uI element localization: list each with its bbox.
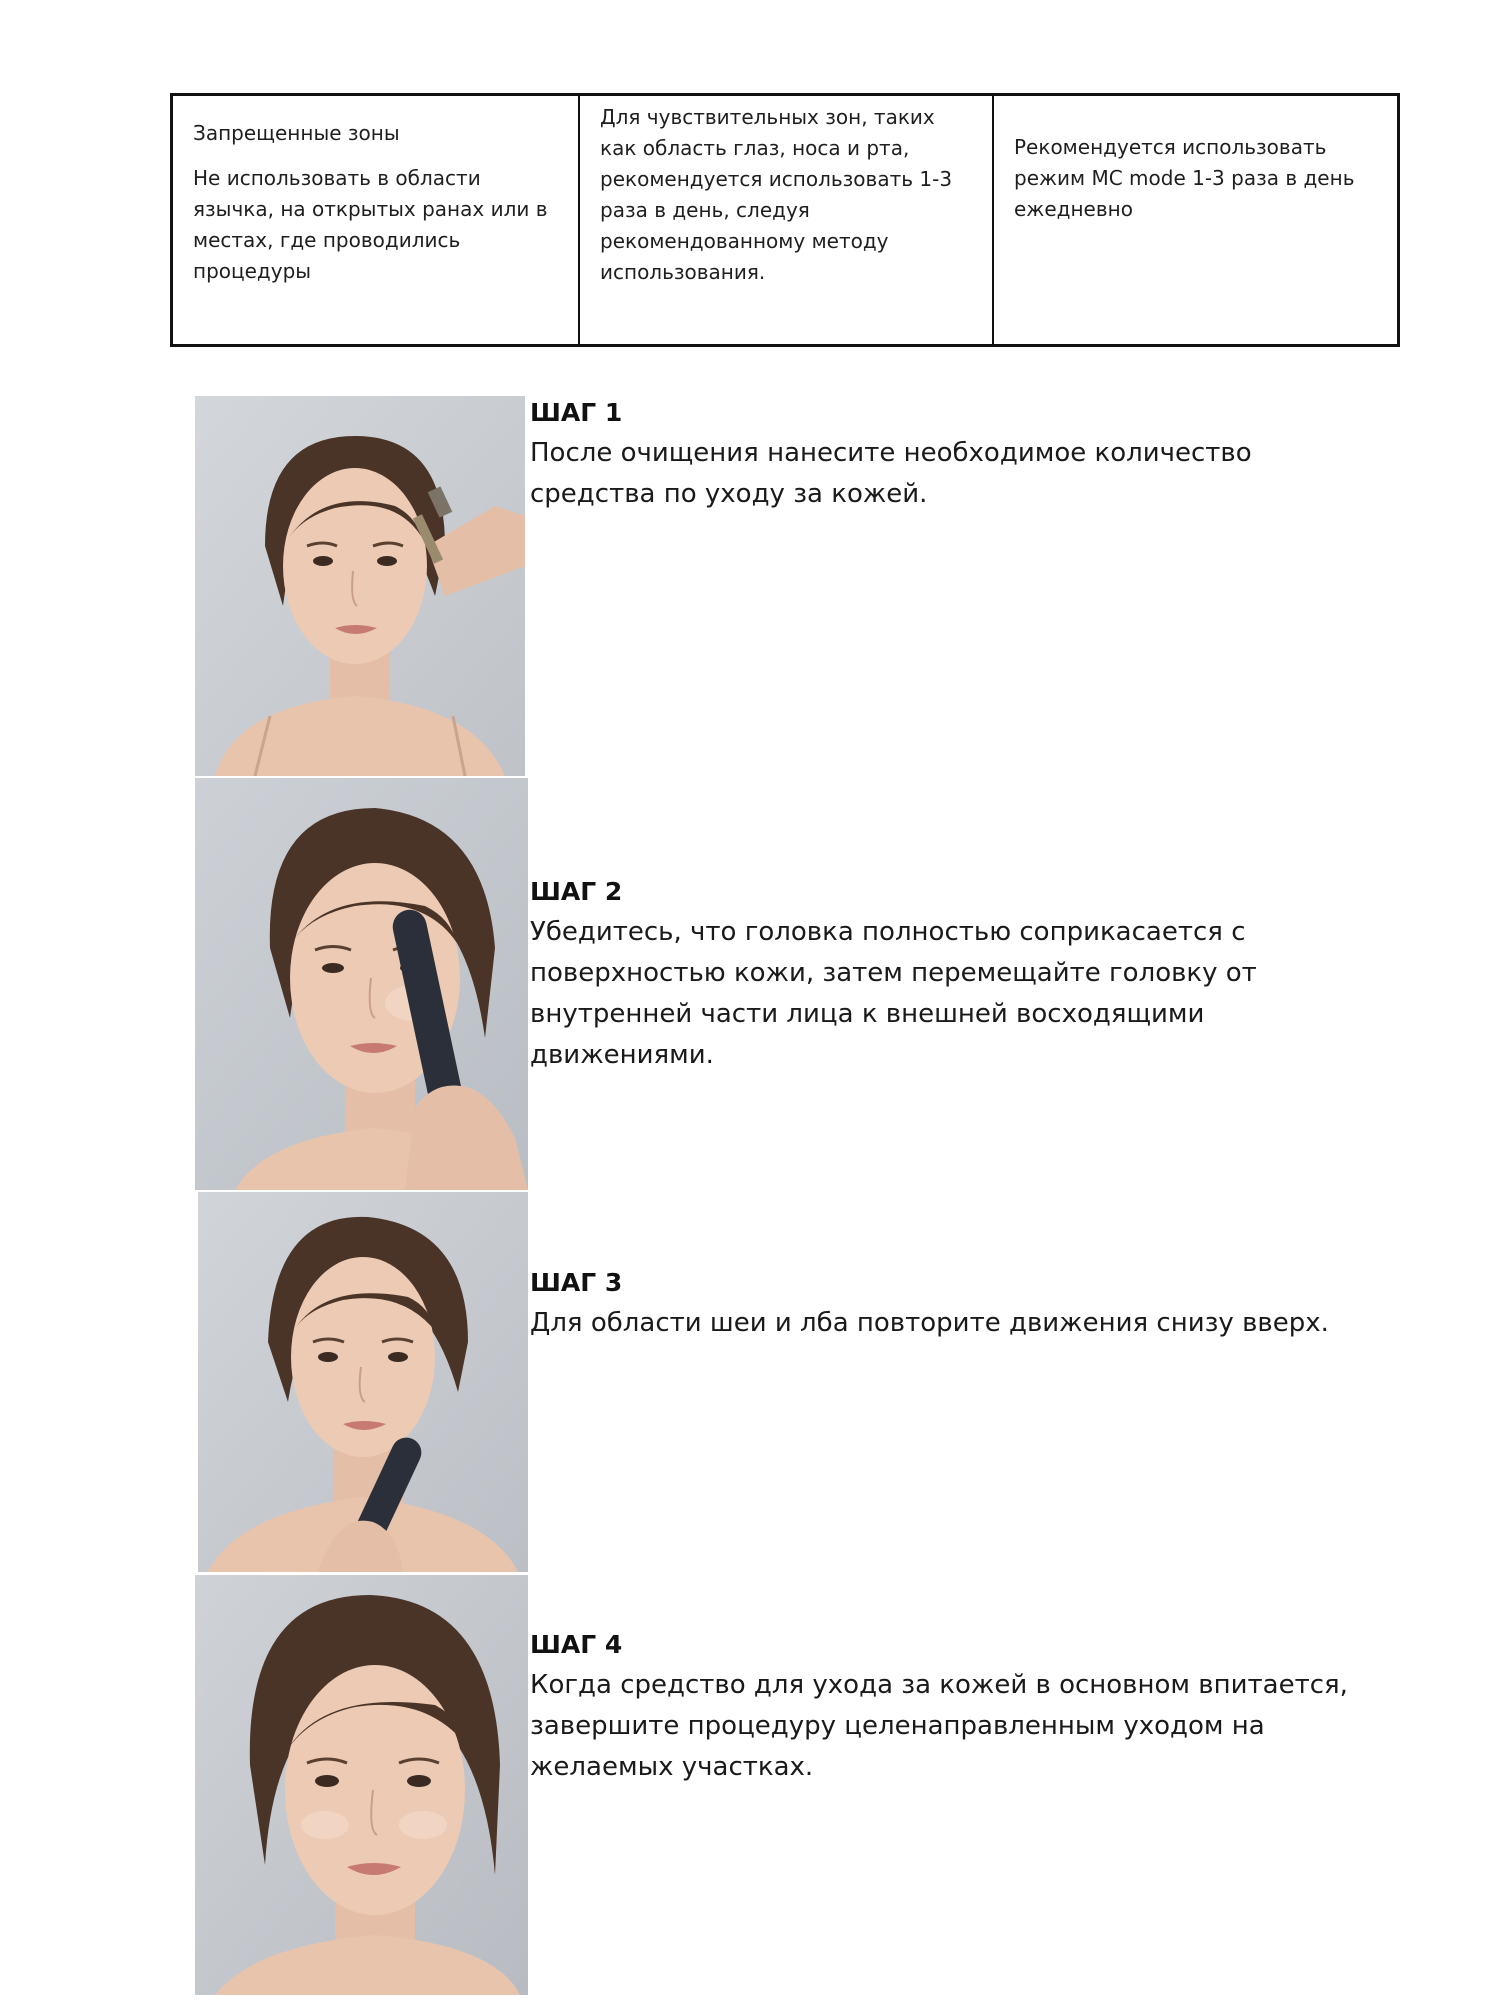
sensitive-zones-text: Для чувствительных зон, таких как область глаз, носа и рта, рекомендуется использовать 1-3 раза в день, следуя рекомендованному методу использования.	[600, 105, 953, 284]
step-2-photo	[195, 778, 528, 1190]
forbidden-zones-title: Запрещенные зоны	[193, 121, 400, 145]
step-4	[530, 1625, 1380, 1788]
info-cell-mc-mode	[992, 96, 1397, 344]
step-3-photo	[198, 1192, 528, 1572]
step-3-title: ШАГ 3	[530, 1268, 623, 1297]
step-4-title: ШАГ 4	[530, 1630, 623, 1659]
step-3-text: Для области шеи и лба повторите движения снизу вверх.	[530, 1308, 1329, 1338]
mc-mode-text: Рекомендуется использовать режим MC mode 1-3 раза в день ежедневно	[1014, 135, 1355, 221]
step-2-text: Убедитесь, что головка полностью соприкасается с поверхностью кожи, затем перемещайте головку от внутренней части лица к внешней восходящими движениями.	[530, 917, 1257, 1070]
step-4-photo	[195, 1575, 528, 1995]
step-1	[530, 393, 1380, 515]
step-3	[530, 1263, 1380, 1344]
step-1-text: После очищения нанесите необходимое количество средства по уходу за кожей.	[530, 438, 1252, 509]
step-1-title: ШАГ 1	[530, 398, 623, 427]
step-4-text: Когда средство для ухода за кожей в основном впитается, завершите процедуру целенаправленным уходом на желаемых участках.	[530, 1670, 1348, 1782]
forbidden-zones-text: Не использовать в области язычка, на открытых ранах или в местах, где проводились процедуры	[193, 166, 548, 283]
info-table	[170, 93, 1400, 347]
step-2-title: ШАГ 2	[530, 877, 623, 906]
step-1-photo	[195, 396, 525, 776]
info-cell-forbidden-zones	[173, 96, 578, 344]
info-cell-sensitive-zones	[578, 96, 992, 344]
step-2	[530, 872, 1380, 1076]
